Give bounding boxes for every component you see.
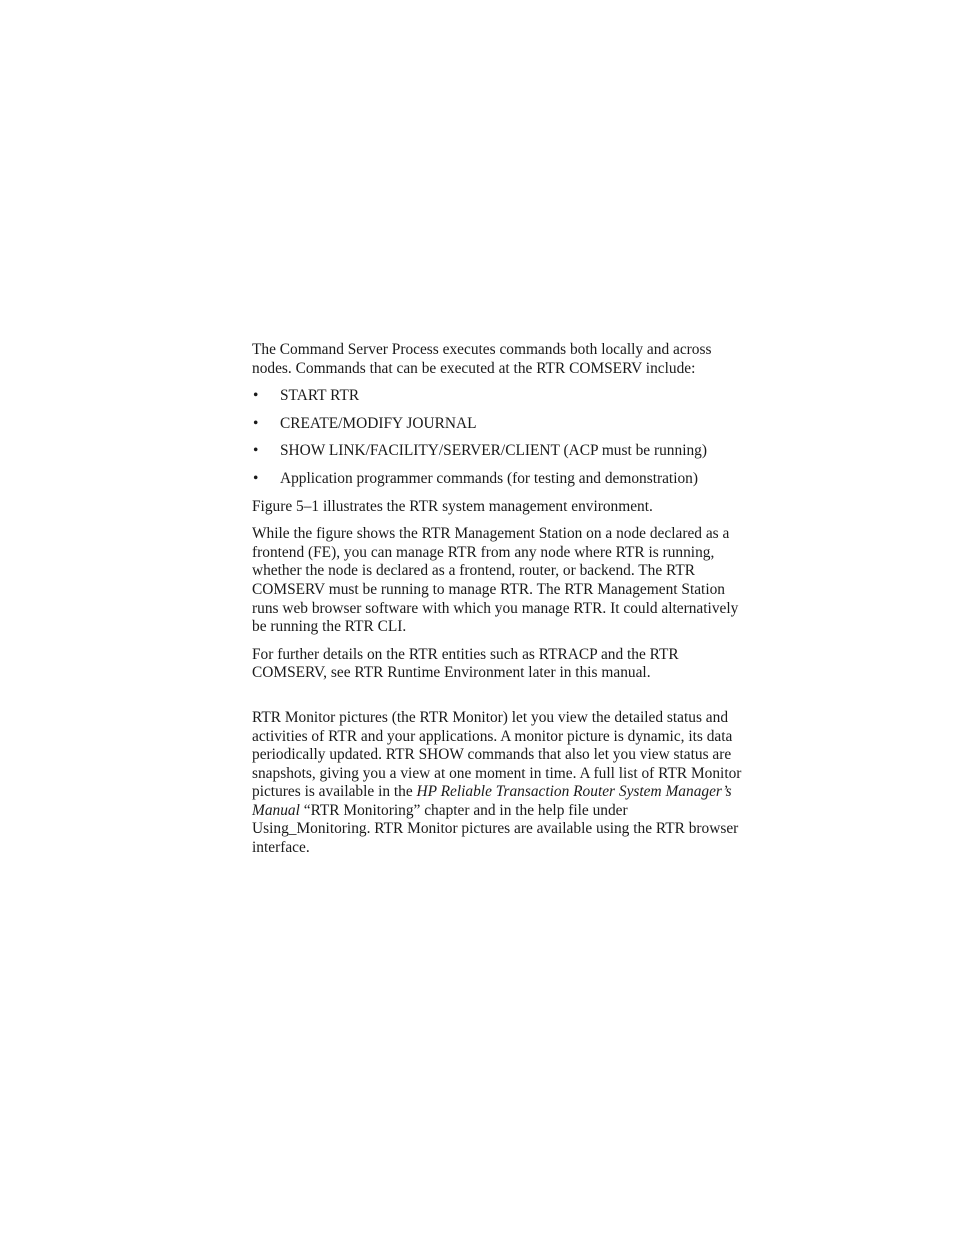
monitor-paragraph (252, 709, 742, 858)
command-list (252, 387, 742, 488)
manual-title-italic: HP Reliable Transaction Router System Manager’s Manual (252, 783, 732, 819)
list-item-text: START RTR (280, 387, 360, 405)
comserv-intro-paragraph: The Command Server Process executes commands both locally and across nodes. Commands that can be executed at the RTR COMSERV include: (252, 341, 712, 377)
figure-reference-paragraph: Figure 5–1 illustrates the RTR system management environment. (252, 497, 653, 515)
further-details-paragraph: For further details on the RTR entities such as RTRACP and the RTR COMSERV, see RTR Runtime Environment later in this manual. (252, 645, 679, 682)
bullet-icon: • (253, 414, 259, 432)
list-item-text: CREATE/MODIFY JOURNAL (280, 414, 477, 432)
document-page (252, 341, 742, 867)
bullet-icon: • (253, 469, 259, 487)
list-item-text: SHOW LINK/FACILITY/SERVER/CLIENT (ACP must be running) (280, 442, 707, 460)
list-item (252, 387, 742, 406)
list-item (252, 415, 742, 434)
bullet-icon: • (253, 442, 259, 460)
section-spacer (252, 692, 742, 709)
monitor-text-part1: RTR Monitor pictures (the RTR Monitor) let you view the detailed status and activities of RTR and your applications. A monitor picture is dynamic, its data periodically updated. RTR SHOW commands that also let you view status are snapshots, giving you a view at one moment in time. A full list of RTR Monitor pictures is available in the (252, 708, 742, 801)
list-item (252, 442, 742, 461)
bullet-icon: • (253, 387, 259, 405)
monitor-text-part2: “RTR Monitoring” chapter and in the help file under Using_Monitoring. RTR Monitor pictures are available using the RTR browser interface. (252, 801, 739, 857)
list-item (252, 470, 742, 489)
management-station-paragraph: While the figure shows the RTR Management Station on a node declared as a frontend (FE), you can manage RTR from any node where RTR is running, whether the node is declared as a frontend, router, or backend. The RTR COMSERV must be running to manage RTR. The RTR Management Station runs web browser software with which you manage RTR. It could alternatively be running the RTR CLI. (252, 525, 739, 636)
list-item-text: Application programmer commands (for testing and demonstration) (280, 469, 699, 487)
